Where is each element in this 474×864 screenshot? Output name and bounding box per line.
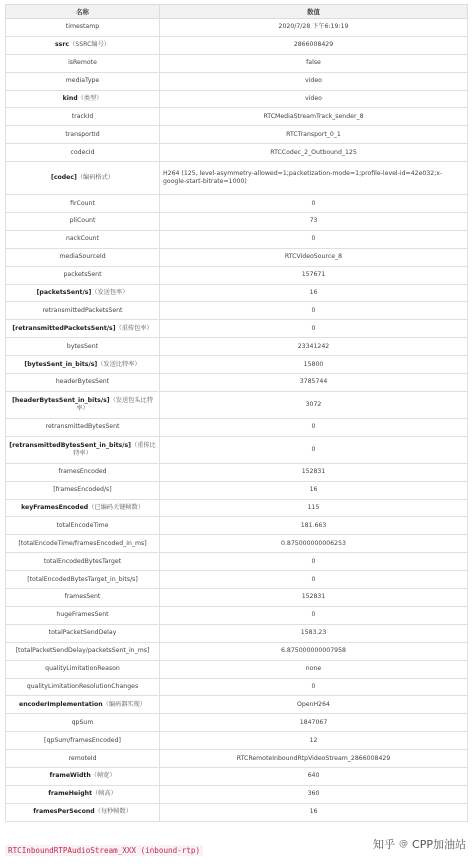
stat-name-annotation: （重传包率） [115, 324, 153, 332]
table-row [6, 195, 468, 213]
stat-name: bytesSent [66, 342, 99, 350]
stat-name: isRemote [68, 59, 97, 67]
stat-value-cell: 2866008429 [160, 36, 468, 54]
stat-name: keyFramesEncoded [21, 504, 89, 512]
stat-name: trackId [71, 112, 94, 120]
table-row [6, 302, 468, 320]
stat-value-cell: 0.875000000006253 [160, 535, 468, 553]
stat-value-cell: 640 [160, 767, 468, 785]
stat-value-cell: RTCCodec_2_Outbound_125 [160, 144, 468, 162]
stat-name-cell [6, 571, 160, 589]
stat-value-cell: 0 [160, 606, 468, 624]
stat-name-cell [6, 732, 160, 750]
stat-name-cell [6, 54, 160, 72]
stat-value-cell: 157671 [160, 266, 468, 284]
stat-value-cell: 152831 [160, 589, 468, 607]
stat-value-cell: 0 [160, 553, 468, 571]
table-row [6, 803, 468, 821]
stat-name: transportId [65, 130, 100, 138]
table-row [6, 54, 468, 72]
table-row [6, 785, 468, 803]
stat-value-cell: 16 [160, 803, 468, 821]
stat-value-cell: none [160, 660, 468, 678]
stat-name: totalEncodeTime [56, 521, 109, 529]
stat-name-cell [6, 606, 160, 624]
table-row [6, 767, 468, 785]
stat-name-cell [6, 436, 160, 463]
table-row [6, 230, 468, 248]
header-name: 名称 [6, 5, 160, 19]
stat-value-cell: 15800 [160, 356, 468, 374]
table-row [6, 606, 468, 624]
stat-value-cell: 152831 [160, 463, 468, 481]
watermark-author: CPP加油站 [412, 838, 466, 851]
stat-name: frameHeight [48, 790, 93, 798]
stat-name: [codec] [51, 174, 77, 182]
stat-name: [totalEncodedBytesTarget_in_bits/s] [27, 575, 138, 583]
stat-name: [bytesSent_in_bits/s] [24, 360, 98, 368]
table-body [6, 19, 468, 822]
stat-name: [packetsSent/s] [36, 289, 92, 297]
stats-table-container [5, 4, 467, 822]
stat-value-cell: 0 [160, 418, 468, 436]
stat-name-annotation: （发送包头比特率） [76, 396, 153, 412]
stat-value-cell: H264 (125, level-asymmetry-allowed=1;packetization-mode=1;profile-level-id=42e032;x-google-start-bitrate=1000) [160, 162, 468, 195]
stat-name: [retransmittedBytesSent_in_bits/s] [9, 441, 131, 449]
table-row [6, 553, 468, 571]
table-row [6, 162, 468, 195]
table-row [6, 320, 468, 338]
stat-name-cell [6, 678, 160, 696]
header-value: 数值 [160, 5, 468, 19]
stat-value-cell: false [160, 54, 468, 72]
stat-value-cell: 73 [160, 213, 468, 231]
stat-name-annotation: （每秒帧数） [94, 808, 132, 816]
table-row [6, 714, 468, 732]
stat-value-cell: 0 [160, 320, 468, 338]
stat-name-cell [6, 126, 160, 144]
stat-value-cell: 360 [160, 785, 468, 803]
stat-name-annotation: （帧宽） [90, 772, 116, 780]
stat-name-cell [6, 108, 160, 126]
stat-name: encoderImplementation [19, 700, 103, 708]
stat-name-cell [6, 696, 160, 714]
stat-name: codecId [70, 148, 95, 156]
stat-value-cell: 12 [160, 732, 468, 750]
stat-name: hugeFramesSent [56, 611, 109, 619]
stat-name: totalEncodedBytesTarget [43, 557, 122, 565]
stat-name: [headerBytesSent_in_bits/s] [12, 396, 110, 404]
stat-value-cell: 115 [160, 499, 468, 517]
stat-name-cell [6, 320, 160, 338]
stat-name: remoteId [68, 754, 97, 762]
stat-name: framesPerSecond [33, 808, 95, 816]
table-row [6, 19, 468, 37]
stat-name-annotation: （SSRC编号） [69, 41, 110, 49]
stat-name-cell [6, 391, 160, 418]
stat-name-cell [6, 535, 160, 553]
stat-name: qualityLimitationReason [45, 665, 120, 673]
table-row [6, 463, 468, 481]
stat-value-cell: 3785744 [160, 374, 468, 392]
table-row [6, 678, 468, 696]
stat-name-cell [6, 767, 160, 785]
stat-name-cell [6, 72, 160, 90]
stat-name-cell [6, 144, 160, 162]
stat-name-annotation: （类型） [77, 95, 103, 102]
stat-name-cell [6, 90, 160, 108]
stat-value-cell: 23341242 [160, 338, 468, 356]
stat-name-cell [6, 642, 160, 660]
stats-table [5, 4, 468, 822]
table-row [6, 750, 468, 768]
stat-name: qualityLimitationResolutionChanges [26, 682, 139, 690]
stat-name: [framesEncoded/s] [53, 486, 112, 494]
stat-name-annotation: （重传比特率） [73, 441, 156, 457]
stat-name: totalPacketSendDelay [48, 629, 117, 637]
table-header-row [6, 5, 468, 19]
stat-name: timestamp [65, 23, 100, 31]
stat-value-cell: 16 [160, 284, 468, 302]
stat-name-annotation: （已编码关键帧数） [88, 504, 144, 512]
stat-name: packetsSent [63, 271, 102, 279]
watermark-brand: 知乎 [373, 838, 396, 851]
table-row [6, 284, 468, 302]
stat-value-cell: RTCMediaStreamTrack_sender_8 [160, 108, 468, 126]
stat-value-cell: 0 [160, 678, 468, 696]
stat-name-cell [6, 418, 160, 436]
stat-name-cell [6, 284, 160, 302]
table-row [6, 624, 468, 642]
stat-name-annotation: （编码格式） [76, 174, 114, 182]
stat-name: kind [62, 95, 78, 102]
footer-code-label: RTCInboundRTPAudioStream_XXX (inbound-rtp) [5, 845, 203, 856]
table-row [6, 213, 468, 231]
stat-value-cell: OpenH264 [160, 696, 468, 714]
stat-name: retransmittedPacketsSent [42, 306, 123, 314]
table-row [6, 696, 468, 714]
stat-value-cell: 0 [160, 195, 468, 213]
table-row [6, 72, 468, 90]
table-row [6, 338, 468, 356]
stat-name: framesSent [64, 593, 101, 601]
stat-name: [qpSum/framesEncoded] [44, 736, 121, 744]
stat-name-cell [6, 553, 160, 571]
table-row [6, 642, 468, 660]
stat-value-cell: RTCVideoSource_8 [160, 248, 468, 266]
table-row [6, 660, 468, 678]
stat-value-cell: video [160, 90, 468, 108]
stat-value-cell: 3072 [160, 391, 468, 418]
stat-value-cell: 6.875000000007958 [160, 642, 468, 660]
stat-name-cell [6, 356, 160, 374]
stat-name-annotation: （帧高） [92, 790, 117, 798]
table-row [6, 589, 468, 607]
table-row [6, 266, 468, 284]
stat-value-cell: 0 [160, 302, 468, 320]
stat-name: pliCount [69, 217, 96, 225]
table-row [6, 535, 468, 553]
stat-value-cell: 0 [160, 436, 468, 463]
stat-name-cell [6, 162, 160, 195]
stat-name-cell [6, 213, 160, 231]
table-row [6, 481, 468, 499]
stat-name: ssrc [54, 41, 70, 49]
stat-value-cell: 0 [160, 230, 468, 248]
stat-name: headerBytesSent [55, 378, 110, 386]
stat-name: firCount [70, 199, 95, 207]
table-row [6, 248, 468, 266]
table-row [6, 374, 468, 392]
table-row [6, 391, 468, 418]
stat-name-cell [6, 266, 160, 284]
stat-name: qpSum [71, 718, 94, 726]
stat-name-cell [6, 302, 160, 320]
stat-name-cell [6, 517, 160, 535]
stat-name: mediaType [65, 77, 100, 85]
stat-name-cell [6, 19, 160, 37]
stat-name: [totalEncodeTime/framesEncoded_in_ms] [18, 539, 147, 547]
watermark-separator: @ [399, 839, 409, 849]
stat-name-cell [6, 463, 160, 481]
stat-value-cell: video [160, 72, 468, 90]
stat-name-cell [6, 714, 160, 732]
stat-name-cell [6, 374, 160, 392]
table-row [6, 418, 468, 436]
stat-name-annotation: （发送包率） [91, 289, 129, 297]
stat-name: mediaSourceId [59, 253, 106, 261]
stat-name-cell [6, 248, 160, 266]
stat-name-cell [6, 589, 160, 607]
stat-value-cell: 0 [160, 571, 468, 589]
stat-name: frameWidth [49, 772, 91, 780]
table-row [6, 571, 468, 589]
stat-name-cell [6, 338, 160, 356]
stat-name-cell [6, 785, 160, 803]
table-row [6, 436, 468, 463]
table-row [6, 108, 468, 126]
table-row [6, 517, 468, 535]
stat-name: nackCount [65, 235, 100, 243]
stat-name-cell [6, 624, 160, 642]
table-row [6, 144, 468, 162]
stat-name: framesEncoded [58, 468, 107, 476]
stat-name-cell [6, 36, 160, 54]
stat-name-cell [6, 803, 160, 821]
stat-name-cell [6, 750, 160, 768]
stat-name: [totalPacketSendDelay/packetsSent_in_ms] [15, 647, 150, 655]
stat-value-cell: RTCRemoteInboundRtpVideoStream_2866008429 [160, 750, 468, 768]
stat-value-cell: 2020/7/28 下午6:19:19 [160, 19, 468, 37]
table-row [6, 90, 468, 108]
stat-name-cell [6, 660, 160, 678]
table-row [6, 499, 468, 517]
stat-value-cell: 16 [160, 481, 468, 499]
stat-value-cell: 181.663 [160, 517, 468, 535]
stat-name-cell [6, 230, 160, 248]
table-row [6, 126, 468, 144]
stat-name-annotation: （发送比特率） [97, 360, 141, 368]
stat-name-cell [6, 195, 160, 213]
table-row [6, 36, 468, 54]
stat-name-annotation: （编码器实现） [102, 700, 146, 708]
stat-name-cell [6, 499, 160, 517]
table-row [6, 356, 468, 374]
stat-name: retransmittedBytesSent [45, 423, 120, 431]
watermark [373, 836, 466, 852]
stat-value-cell: 1583.23 [160, 624, 468, 642]
stat-value-cell: RTCTransport_0_1 [160, 126, 468, 144]
table-row [6, 732, 468, 750]
stat-value-cell: 1847067 [160, 714, 468, 732]
stat-name-cell [6, 481, 160, 499]
stat-name: [retransmittedPacketsSent/s] [12, 324, 116, 332]
